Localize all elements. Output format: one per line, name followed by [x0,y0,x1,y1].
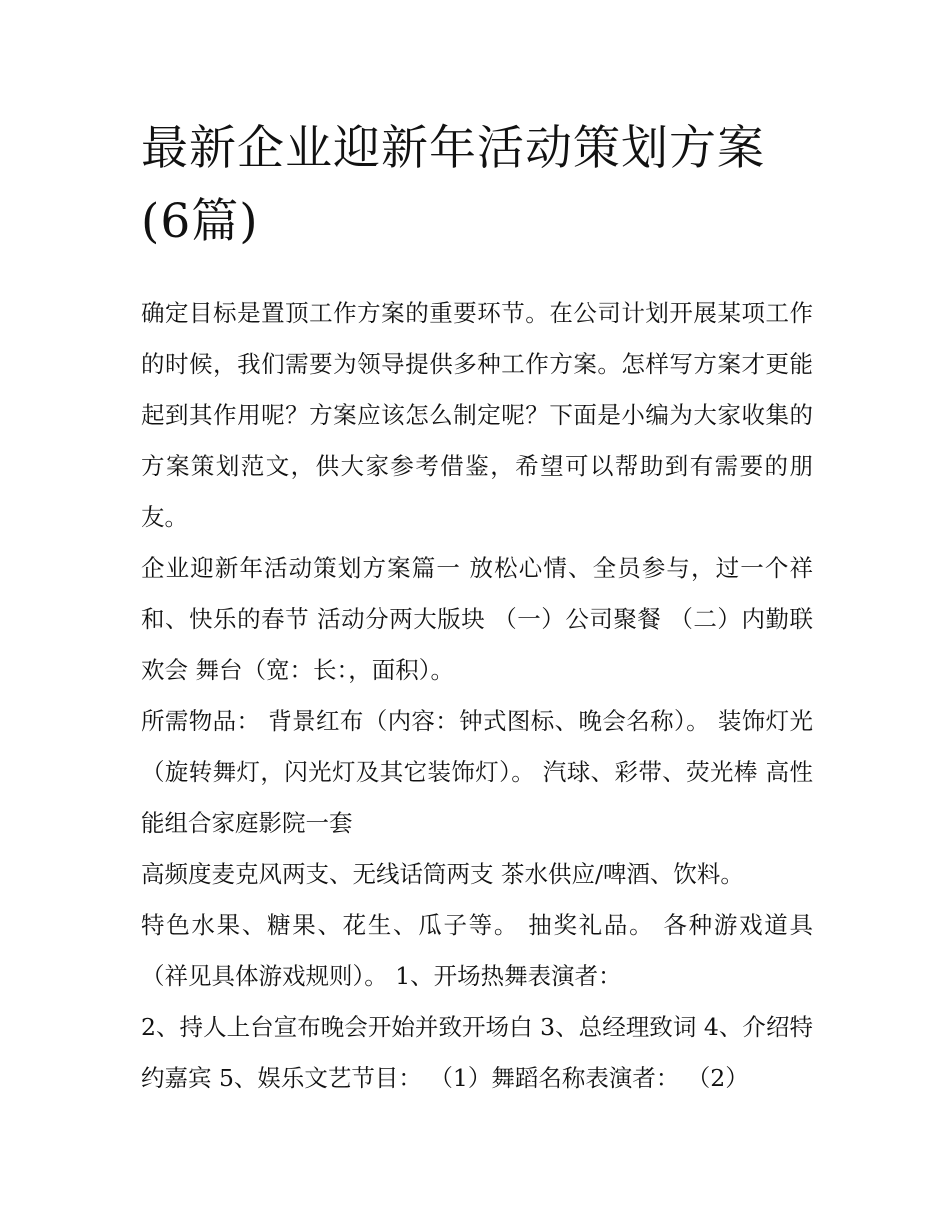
document-page [141,112,813,1104]
paragraph-section-one: 企业迎新年活动策划方案篇一 放松心情、全员参与，过一个祥和、快乐的春节 活动分两大版块 （一）公司聚餐 （二）内勤联欢会 舞台（宽：长：，面积）。 [141,554,813,684]
document-title: 最新企业迎新年活动策划方案(6篇) [141,121,765,249]
document-body [141,288,813,1104]
paragraph-program: 2、持人上台宣布晚会开始并致开场白 3、总经理致词 4、介绍特约嘉宾 5、娱乐文艺节目： （1）舞蹈名称表演者： （2） [141,1013,813,1092]
paragraph-equipment: 高频度麦克风两支、无线话筒两支 茶水供应/啤酒、饮料。 [141,860,744,888]
paragraph-props: 特色水果、糖果、花生、瓜子等。 抽奖礼品。 各种游戏道具（祥见具体游戏规则）。 1、开场热舞表演者： [141,911,813,990]
paragraph-intro: 确定目标是置顶工作方案的重要环节。在公司计划开展某项工作的时候，我们需要为领导提供多种工作方案。怎样写方案才更能起到其作用呢？方案应该怎么制定呢？下面是小编为大家收集的方案策划范文，供大家参考借鉴，希望可以帮助到有需要的朋友。 [141,299,813,531]
paragraph-materials: 所需物品： 背景红布（内容：钟式图标、晚会名称）。 装饰灯光（旋转舞灯，闪光灯及其它装饰灯）。 汽球、彩带、荧光棒 高性能组合家庭影院一套 [141,707,813,837]
